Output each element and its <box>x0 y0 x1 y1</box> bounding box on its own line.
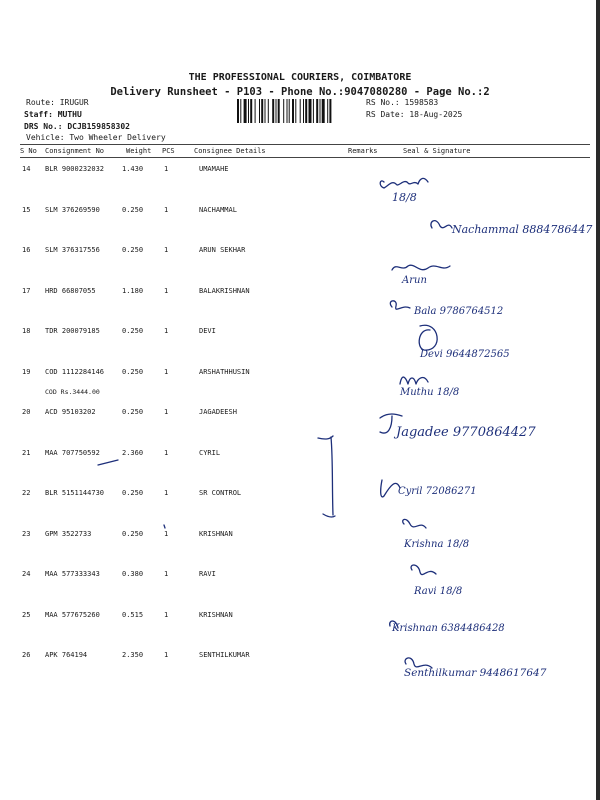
cell-consignment-no: MAA 707750592 <box>45 449 100 457</box>
cell-consignee: ARSHATHHUSIN <box>199 368 250 376</box>
cell-sno: 22 <box>22 489 31 497</box>
cell-weight: 0.250 <box>122 327 144 335</box>
cod-amount-note: COD Rs.3444.00 <box>45 388 100 396</box>
signature-text: Nachammal 8884786447 <box>452 223 593 236</box>
cell-pcs: 1 <box>164 165 169 173</box>
cell-pcs: 1 <box>164 368 169 376</box>
cell-pcs: 1 <box>164 408 169 416</box>
cell-consignment-no: SLM 376317556 <box>45 246 100 254</box>
cell-weight: 0.250 <box>122 206 144 214</box>
col-sno: S No <box>20 147 37 155</box>
cell-weight: 0.515 <box>122 611 144 619</box>
cell-sno: 21 <box>22 449 31 457</box>
signature-text: Arun <box>402 275 427 286</box>
pen-tick-mark <box>98 460 118 465</box>
signature-row-22 <box>381 480 477 497</box>
cell-consignment-no: GPM 3522733 <box>45 530 92 538</box>
cell-consignee: SR CONTROL <box>199 489 242 497</box>
cell-sno: 18 <box>22 327 31 335</box>
cell-pcs: 1 <box>164 489 169 497</box>
cell-pcs: 1 <box>164 530 169 538</box>
cell-sno: 26 <box>22 651 31 659</box>
col-pcs: PCS <box>162 147 175 155</box>
cell-sno: 25 <box>22 611 31 619</box>
col-consignment: Consignment No <box>45 147 105 155</box>
cell-weight: 0.250 <box>122 368 144 376</box>
signature-row-24 <box>411 565 462 597</box>
signature-text: Ravi 18/8 <box>414 586 463 597</box>
cell-weight: 0.250 <box>122 530 144 538</box>
signature-row-14 <box>380 178 428 204</box>
drs-number: DRS No.: DCJB159858302 <box>24 122 130 131</box>
signature-row-25 <box>390 621 505 634</box>
cell-consignee: KRISHNAN <box>199 611 233 619</box>
signature-row-23 <box>403 519 469 550</box>
cell-pcs: 1 <box>164 287 169 295</box>
cell-consignee: CYRIL <box>199 449 221 457</box>
signature-row-18 <box>419 325 510 360</box>
cell-weight: 2.360 <box>122 449 144 457</box>
col-remarks: Remarks <box>348 147 378 155</box>
cell-sno: 15 <box>22 206 31 214</box>
signature-text: Senthilkumar 9448617647 <box>404 667 547 679</box>
cell-weight: 1.430 <box>122 165 144 173</box>
staff-label: Staff: MUTHU <box>24 110 82 119</box>
rs-number: RS No.: 1598583 <box>366 98 439 107</box>
cell-consignment-no: BLR 5151144730 <box>45 489 105 497</box>
signature-text: Bala 9786764512 <box>414 306 504 317</box>
cell-weight: 0.250 <box>122 408 144 416</box>
rs-date: RS Date: 18-Aug-2025 <box>366 110 463 119</box>
cell-weight: 0.250 <box>122 489 144 497</box>
cell-pcs: 1 <box>164 570 169 578</box>
cell-sno: 17 <box>22 287 31 295</box>
cell-consignee: ARUN SEKHAR <box>199 246 246 254</box>
cell-consignment-no: MAA 577675260 <box>45 611 100 619</box>
signature-text: Muthu 18/8 <box>400 387 460 398</box>
cell-consignee: BALAKRISHNAN <box>199 287 250 295</box>
signature-text: 18/8 <box>392 191 417 204</box>
company-title: THE PROFESSIONAL COURIERS, COIMBATORE <box>188 72 412 83</box>
signature-text: Devi 9644872565 <box>420 349 510 360</box>
signature-text: Krishna 18/8 <box>404 539 470 550</box>
cell-weight: 0.380 <box>122 570 144 578</box>
cell-consignment-no: BLR 9000232032 <box>45 165 105 173</box>
cell-weight: 1.180 <box>122 287 144 295</box>
cell-consignment-no: SLM 376269590 <box>45 206 100 214</box>
cell-weight: 0.250 <box>122 246 144 254</box>
cell-sno: 24 <box>22 570 31 578</box>
cell-pcs: 1 <box>164 246 169 254</box>
cell-sno: 14 <box>22 165 31 173</box>
cell-consignee: NACHAMMAL <box>199 206 237 214</box>
cell-consignment-no: HRD 66807055 <box>45 287 96 295</box>
cell-consignment-no: ACD 95103202 <box>45 408 96 416</box>
cell-pcs: 1 <box>164 651 169 659</box>
pen-dot-mark <box>164 525 165 528</box>
cell-consignee: RAVI <box>199 570 216 578</box>
cell-consignee: DEVI <box>199 327 216 335</box>
cell-consignee: SENTHILKUMAR <box>199 651 250 659</box>
vehicle-label: Vehicle: Two Wheeler Delivery <box>26 133 166 142</box>
signature-row-15 <box>431 221 592 236</box>
signature-text: Krishnan 6384486428 <box>392 623 505 634</box>
col-seal-signature: Seal & Signature <box>403 147 471 155</box>
signature-row-16 <box>392 265 450 286</box>
col-weight: Weight <box>126 147 152 155</box>
cell-consignment-no: COD 1112284146 <box>45 368 105 376</box>
cell-consignment-no: TDR 200079185 <box>45 327 100 335</box>
cell-pcs: 1 <box>164 206 169 214</box>
runsheet-title: Delivery Runsheet - P103 - Phone No.:9047080280 - Page No.:2 <box>110 86 490 98</box>
cell-consignment-no: APK 764194 <box>45 651 88 659</box>
cell-pcs: 1 <box>164 449 169 457</box>
cell-sno: 23 <box>22 530 31 538</box>
cell-consignee: JAGADEESH <box>199 408 237 416</box>
signature-text: Cyril 72086271 <box>398 486 477 497</box>
cell-consignment-no: MAA 577333343 <box>45 570 100 578</box>
signature-text: Jagadee 9770864427 <box>396 425 536 440</box>
cell-weight: 2.350 <box>122 651 144 659</box>
cell-sno: 20 <box>22 408 31 416</box>
cell-consignee: UMAMAHE <box>199 165 229 173</box>
cell-sno: 16 <box>22 246 31 254</box>
cell-sno: 19 <box>22 368 31 376</box>
cell-pcs: 1 <box>164 327 169 335</box>
signature-row-26 <box>404 658 547 679</box>
signature-row-17 <box>390 301 503 317</box>
cell-pcs: 1 <box>164 611 169 619</box>
remark-bracket-mark <box>318 436 335 517</box>
signature-row-20 <box>380 414 536 440</box>
signature-row-19 <box>399 377 459 398</box>
col-consignee: Consignee Details <box>194 147 266 155</box>
cell-consignee: KRISHNAN <box>199 530 233 538</box>
route-label: Route: IRUGUR <box>26 98 89 107</box>
